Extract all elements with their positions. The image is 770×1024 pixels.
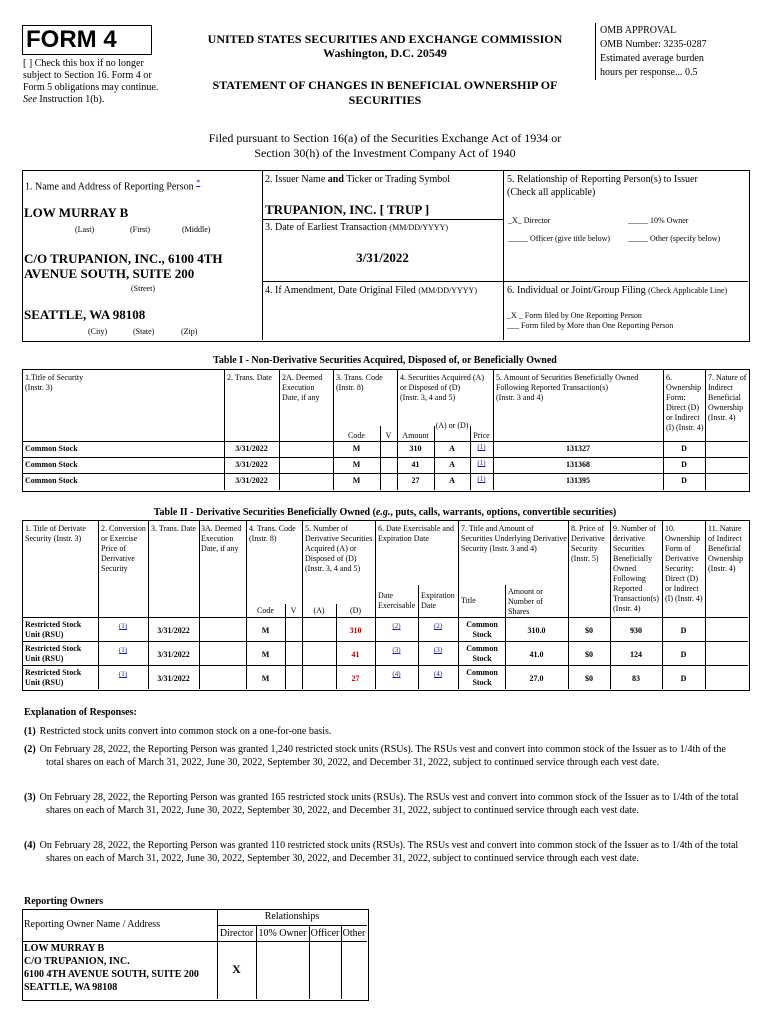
explanation-number: (1) xyxy=(24,726,36,737)
t2-row-expiration-footnote[interactable]: (4) xyxy=(433,670,443,678)
instruction-label: Instruction 1(b). xyxy=(39,94,105,105)
relationship-director[interactable]: _X_ Director xyxy=(508,216,551,225)
divider xyxy=(375,520,376,689)
t1-h5b: (Instr. 3 and 4) xyxy=(496,393,544,402)
t2-sub-exercisable: Date Exercisable xyxy=(378,591,416,610)
t2-row-underlying-amount: 41.0 xyxy=(529,650,544,659)
t1-row-form: D xyxy=(681,460,687,469)
t2-sub-code: Code xyxy=(257,606,274,615)
t2-col-underlying: 7. Title and Amount of Securities Underlying Derivative Security (Instr. 3 and 4) xyxy=(461,524,567,553)
t2-row-underlying-amount: 27.0 xyxy=(529,674,544,683)
divider xyxy=(705,520,706,689)
reporting-city: SEATTLE, WA 98108 xyxy=(24,307,146,322)
owner-line2: C/O TRUPANION, INC. xyxy=(24,956,130,967)
t1-row-form: D xyxy=(681,476,687,485)
t1-h1: 1.Title of Security xyxy=(25,373,84,382)
t1-row-code: M xyxy=(352,444,361,453)
t1-col-nature: 7. Nature of Indirect Beneficial Ownership (Instr. 4) xyxy=(708,373,747,422)
filing-one-person[interactable]: _X _ Form filed by One Reporting Person xyxy=(507,311,642,320)
omb-burden-line2: hours per response... 0.5 xyxy=(600,67,698,78)
form-title-box xyxy=(22,25,152,55)
t2-col-code: 4. Trans. Code (Instr. 8) xyxy=(249,524,296,543)
explanation-number: (3) xyxy=(24,792,36,803)
statement-title-line1: STATEMENT OF CHANGES IN BENEFICIAL OWNERSHIP OF xyxy=(212,78,558,92)
t1-row-code: M xyxy=(352,460,361,469)
first-label: (First) xyxy=(130,225,150,234)
t2-row-underlying-title: Common Stock xyxy=(466,644,498,663)
t2-col-date: 3. Trans. Date xyxy=(151,524,196,533)
divider xyxy=(224,369,225,490)
t1-h4b: (Instr. 3, 4 and 5) xyxy=(400,393,456,402)
divider xyxy=(199,520,200,689)
divider xyxy=(22,473,748,474)
t2-sub-a: (A) xyxy=(313,606,325,615)
t2-row-date: 3/31/2022 xyxy=(157,650,190,659)
earliest-transaction-label xyxy=(265,222,448,234)
divider xyxy=(493,369,494,490)
divider xyxy=(302,520,303,689)
t2-title-post: , puts, calls, warrants, options, convertible securities) xyxy=(390,507,617,518)
t1-row-amount: 27 xyxy=(411,476,420,485)
t2-col-nature: 11. Nature of Indirect Beneficial Ownership (Instr. 4) xyxy=(708,524,744,573)
t2-row-form: D xyxy=(680,650,687,659)
t2-row-underlying-title: Common Stock xyxy=(466,620,498,639)
owner-line1: LOW MURRAY B xyxy=(24,943,105,954)
t2-row-underlying-title: Common Stock xyxy=(466,668,498,687)
divider xyxy=(503,170,504,340)
table2-title xyxy=(22,507,748,519)
divider xyxy=(663,369,664,490)
form-title: FORM 4 xyxy=(26,26,117,53)
t2-col-form: 10. Ownership Form of Derivative Security: Direct (D) or Indirect (I) (Instr. 4) xyxy=(665,524,703,603)
t1-row-title: Common Stock xyxy=(25,460,78,469)
filed-pursuant-line1: Filed pursuant to Section 16(a) of the Securities Exchange Act of 1934 or xyxy=(208,131,562,145)
t2-row-exercisable-footnote[interactable]: (4) xyxy=(392,670,401,678)
issuer-label-post: Ticker or Trading Symbol xyxy=(346,174,451,185)
explanation-item xyxy=(24,725,746,738)
t1-row-price-footnote[interactable]: (1) xyxy=(477,459,486,467)
t1-row-owned: 131368 xyxy=(566,460,590,469)
footnote-link[interactable]: * xyxy=(196,178,201,187)
t2-sub-v: V xyxy=(290,606,297,615)
earliest-label-text: 3. Date of Earliest Transaction xyxy=(265,222,387,233)
owner-director-mark: X xyxy=(232,962,241,976)
t1-row-amount: 41 xyxy=(411,460,420,469)
name-address-label-text: 1. Name and Address of Reporting Person xyxy=(25,181,194,193)
t2-row-title: Restricted Stock Unit (RSU) xyxy=(25,620,82,639)
divider xyxy=(458,520,459,689)
owner-address xyxy=(24,942,218,994)
t2-title-pre: Table II - Derivative Securities Beneficially Owned ( xyxy=(153,507,376,518)
divider xyxy=(262,219,503,220)
table1-title: Table I - Non-Derivative Securities Acquired, Disposed of, or Beneficially Owned xyxy=(213,355,557,366)
divider xyxy=(98,520,99,689)
t2-row-code: M xyxy=(261,674,270,683)
omb-number: OMB Number: 3235-0287 xyxy=(600,39,707,50)
t1-col-title xyxy=(25,373,220,393)
divider xyxy=(246,520,247,689)
t1-sub-amount: Amount xyxy=(402,431,429,440)
t1-row-owned: 131327 xyxy=(566,444,590,453)
owners-relationships: Relationships xyxy=(264,911,320,922)
t2-row-conv-footnote[interactable]: (1) xyxy=(118,622,128,630)
t1-row-ad: A xyxy=(449,460,455,469)
t2-row-owned: 124 xyxy=(630,650,642,659)
owners-col-ten: 10% Owner xyxy=(258,928,307,939)
t1-sub-v: V xyxy=(385,431,392,440)
t2-col-title: 1. Title of Derivate Security (Instr. 3) xyxy=(25,524,86,543)
t1-h3b: (Instr. 8) xyxy=(336,383,364,392)
explanation-item xyxy=(24,839,746,865)
issuer-name: TRUPANION, INC. [ TRUP ] xyxy=(265,202,430,217)
owners-col-director: Director xyxy=(219,928,254,939)
divider xyxy=(22,441,748,442)
t2-col-price: 8. Price of Derivative Security (Instr. 5) xyxy=(571,524,605,563)
divider xyxy=(22,641,748,642)
omb-approval: OMB APPROVAL xyxy=(600,25,677,36)
owners-col-name: Reporting Owner Name / Address xyxy=(24,919,161,930)
divider xyxy=(22,665,748,666)
divider xyxy=(217,925,367,926)
amendment-label-text: 4. If Amendment, Date Original Filed xyxy=(265,285,416,296)
omb-divider xyxy=(595,23,596,80)
t1-h5: 5. Amount of Securities Beneficially Owned Following Reported Transaction(s) xyxy=(496,373,639,392)
omb-burden-line1: Estimated average burden xyxy=(600,53,704,64)
check-box-text[interactable] xyxy=(23,58,173,106)
owners-col-officer: Officer xyxy=(310,928,340,939)
owners-col-other: Other xyxy=(342,928,366,939)
t2-row-owned: 930 xyxy=(630,626,642,635)
t1-col-date: 2. Trans. Date xyxy=(227,373,272,382)
relationship-ten-percent[interactable]: _____ 10% Owner xyxy=(628,216,689,225)
t2-col-deemed: 3A. Deemed Execution Date, if any xyxy=(201,524,242,553)
relationship-label: 5. Relationship of Reporting Person(s) to Issuer xyxy=(507,174,698,185)
t2-row-d: 41 xyxy=(351,650,360,659)
explanation-text: On February 28, 2022, the Reporting Person was granted 110 restricted stock units (RSUs). The RSUs vest and convert into common stock of the Issuer as to 1/4th of the total shares on each of March 31, 2022, June 30, 2022, September 30, 2022, and December 31, 2022, subject to continued service through each vest date. xyxy=(39,840,739,864)
t2-sub-title: Title xyxy=(461,596,476,605)
t1-row-date: 3/31/2022 xyxy=(235,460,268,469)
explanation-number: (4) xyxy=(24,840,36,851)
explanation-text: On February 28, 2022, the Reporting Person was granted 1,240 restricted stock units (RSUs). The RSUs vest and convert into common stock of the Issuer as to 1/4th of the total shares on each of March 31, 2022, June 30, 2022, September 30, 2022, and December 31, 2022, subject to continued service through each vest date. xyxy=(39,744,726,768)
t1-row-price-footnote[interactable]: (1) xyxy=(477,475,486,483)
t1-row-form: D xyxy=(681,444,687,453)
t2-row-expiration-footnote[interactable]: (2) xyxy=(433,622,443,630)
t2-row-owned: 83 xyxy=(632,674,640,683)
explanation-title: Explanation of Responses: xyxy=(24,707,137,718)
t1-row-ad: A xyxy=(449,476,455,485)
t2-row-date: 3/31/2022 xyxy=(157,674,190,683)
t2-row-form: D xyxy=(680,674,687,683)
owner-line3: 6100 4TH AVENUE SOUTH, SUITE 200 xyxy=(24,969,199,980)
t2-row-d: 27 xyxy=(351,674,360,683)
filing-label-format: (Check Applicable Line) xyxy=(648,286,728,295)
t2-row-conv-footnote[interactable]: (1) xyxy=(118,670,128,678)
issuer-label xyxy=(265,174,450,186)
name-address-label xyxy=(25,177,200,193)
t2-row-conv-footnote[interactable]: (1) xyxy=(118,646,128,654)
t1-row-title: Common Stock xyxy=(25,476,78,485)
t1-col-deemed: 2A. Deemed Execution Date, if any xyxy=(282,373,323,402)
explanation-text: On February 28, 2022, the Reporting Person was granted 165 restricted stock units (RSUs). The RSUs vest and convert into common stock of the Issuer as to 1/4th of the total shares on each of March 31, 2022, June 30, 2022, September 30, 2022, and December 31, 2022, subject to continued service through each vest date. xyxy=(39,792,739,816)
t1-h1b: (Instr. 3) xyxy=(25,383,53,392)
owners-title: Reporting Owners xyxy=(24,896,104,907)
divider xyxy=(262,281,748,282)
owner-line4: SEATTLE, WA 98108 xyxy=(24,982,118,993)
t1-sub-code: Code xyxy=(348,431,365,440)
t2-row-title: Restricted Stock Unit (RSU) xyxy=(25,668,82,687)
t2-col-owned: 9. Number of derivative Securities Beneficially Owned Following Reported Transaction(s) (Instr. 4) xyxy=(613,524,659,613)
agency-address: Washington, D.C. 20549 xyxy=(323,46,447,60)
issuer-label-and: and xyxy=(327,174,344,185)
t2-row-price: $0 xyxy=(585,626,593,635)
t1-col-owned xyxy=(496,373,661,403)
t2-row-price: $0 xyxy=(585,674,593,683)
relationship-other[interactable]: _____ Other (specify below) xyxy=(628,234,721,243)
t1-h4: 4. Securities Acquired (A) or Disposed of (D) xyxy=(400,373,484,392)
explanation-item xyxy=(24,791,746,817)
t1-row-amount: 310 xyxy=(409,444,422,453)
t1-col-code xyxy=(336,373,396,393)
t2-row-expiration-footnote[interactable]: (3) xyxy=(433,646,443,654)
filing-more-persons[interactable]: ___ Form filed by More than One Reporting Person xyxy=(507,321,674,330)
agency-name: UNITED STATES SECURITIES AND EXCHANGE COMMISSION xyxy=(207,32,563,46)
divider xyxy=(662,520,663,689)
see-label: See xyxy=(23,94,37,105)
issuer-label-text: 2. Issuer Name xyxy=(265,174,326,185)
t1-row-title: Common Stock xyxy=(25,444,78,453)
earliest-label-format: (MM/DD/YYYY) xyxy=(389,223,449,232)
t1-row-code: M xyxy=(352,476,361,485)
t2-col-exercisable: 6. Date Exercisable and Expiration Date xyxy=(378,524,454,543)
divider xyxy=(279,369,280,490)
statement-title-line2: SECURITIES xyxy=(348,93,422,107)
t1-sub-ad: (A) or (D) xyxy=(435,421,469,430)
t1-row-price-footnote[interactable]: (1) xyxy=(477,443,486,451)
t2-row-price: $0 xyxy=(585,650,593,659)
t1-row-date: 3/31/2022 xyxy=(235,476,268,485)
street-label: (Street) xyxy=(131,284,155,293)
city-label: (City) xyxy=(88,327,108,336)
divider xyxy=(22,457,748,458)
t2-col-conversion: 2. Conversion or Exercise Price of Derivative Security xyxy=(101,524,146,573)
t2-row-title: Restricted Stock Unit (RSU) xyxy=(25,644,82,663)
t1-sub-price: Price xyxy=(473,431,490,440)
t1-col-acquired xyxy=(400,373,492,403)
divider xyxy=(397,369,398,490)
t1-row-owned: 131395 xyxy=(566,476,590,485)
t2-row-exercisable-footnote[interactable]: (3) xyxy=(392,646,401,654)
middle-label: (Middle) xyxy=(182,225,211,234)
t2-col-number: 5. Number of Derivative Securities Acquired (A) or Disposed of (D) (Instr. 3, 4 and 5) xyxy=(305,524,373,573)
t2-row-form: D xyxy=(680,626,687,635)
zip-label: (Zip) xyxy=(181,327,198,336)
earliest-transaction-date: 3/31/2022 xyxy=(356,250,409,265)
divider xyxy=(333,369,334,490)
last-label: (Last) xyxy=(75,225,95,234)
t2-row-code: M xyxy=(261,650,270,659)
filed-pursuant-line2: Section 30(h) of the Investment Company Act of 1940 xyxy=(254,146,516,160)
divider xyxy=(22,617,748,618)
t2-row-underlying-amount: 310.0 xyxy=(527,626,546,635)
reporting-person-name: LOW MURRAY B xyxy=(24,205,129,220)
divider xyxy=(610,520,611,689)
t2-row-exercisable-footnote[interactable]: (2) xyxy=(392,622,401,630)
explanation-text: Restricted stock units convert into common stock on a one-for-one basis. xyxy=(39,726,332,737)
check-box-label: [ ] Check this box if no longer subject to Section 16. Form 4 or Form 5 obligations may continue. xyxy=(23,58,159,93)
t2-row-date: 3/31/2022 xyxy=(157,626,190,635)
t2-sub-d: (D) xyxy=(349,606,362,615)
amendment-label-format: (MM/DD/YYYY) xyxy=(418,286,477,295)
state-label: (State) xyxy=(133,327,155,336)
relationship-officer[interactable]: _____ Officer (give title below) xyxy=(508,234,611,243)
t2-row-code: M xyxy=(261,626,270,635)
t2-title-eg: e.g. xyxy=(375,507,391,518)
explanation-item xyxy=(24,743,746,769)
reporting-street: C/O TRUPANION, INC., 6100 4TH AVENUE SOUTH, SUITE 200 xyxy=(24,251,223,281)
t1-row-date: 3/31/2022 xyxy=(235,444,268,453)
filing-label-text: 6. Individual or Joint/Group Filing xyxy=(507,285,646,296)
divider xyxy=(568,520,569,689)
t1-row-ad: A xyxy=(449,444,455,453)
t1-col-form: 6. Ownership Form: Direct (D) or Indirect (I) (Instr. 4) xyxy=(666,373,704,432)
t1-h3: 3. Trans. Code xyxy=(336,373,383,382)
relationship-label-sub: (Check all applicable) xyxy=(507,187,596,198)
t2-sub-amount: Amount or Number of Shares xyxy=(508,587,543,616)
t2-sub-expiration: Expiration Date xyxy=(421,591,455,610)
divider xyxy=(148,520,149,689)
amendment-label xyxy=(265,285,477,297)
explanation-number: (2) xyxy=(24,744,36,755)
t2-row-d: 310 xyxy=(349,626,362,635)
filing-label xyxy=(507,285,727,297)
